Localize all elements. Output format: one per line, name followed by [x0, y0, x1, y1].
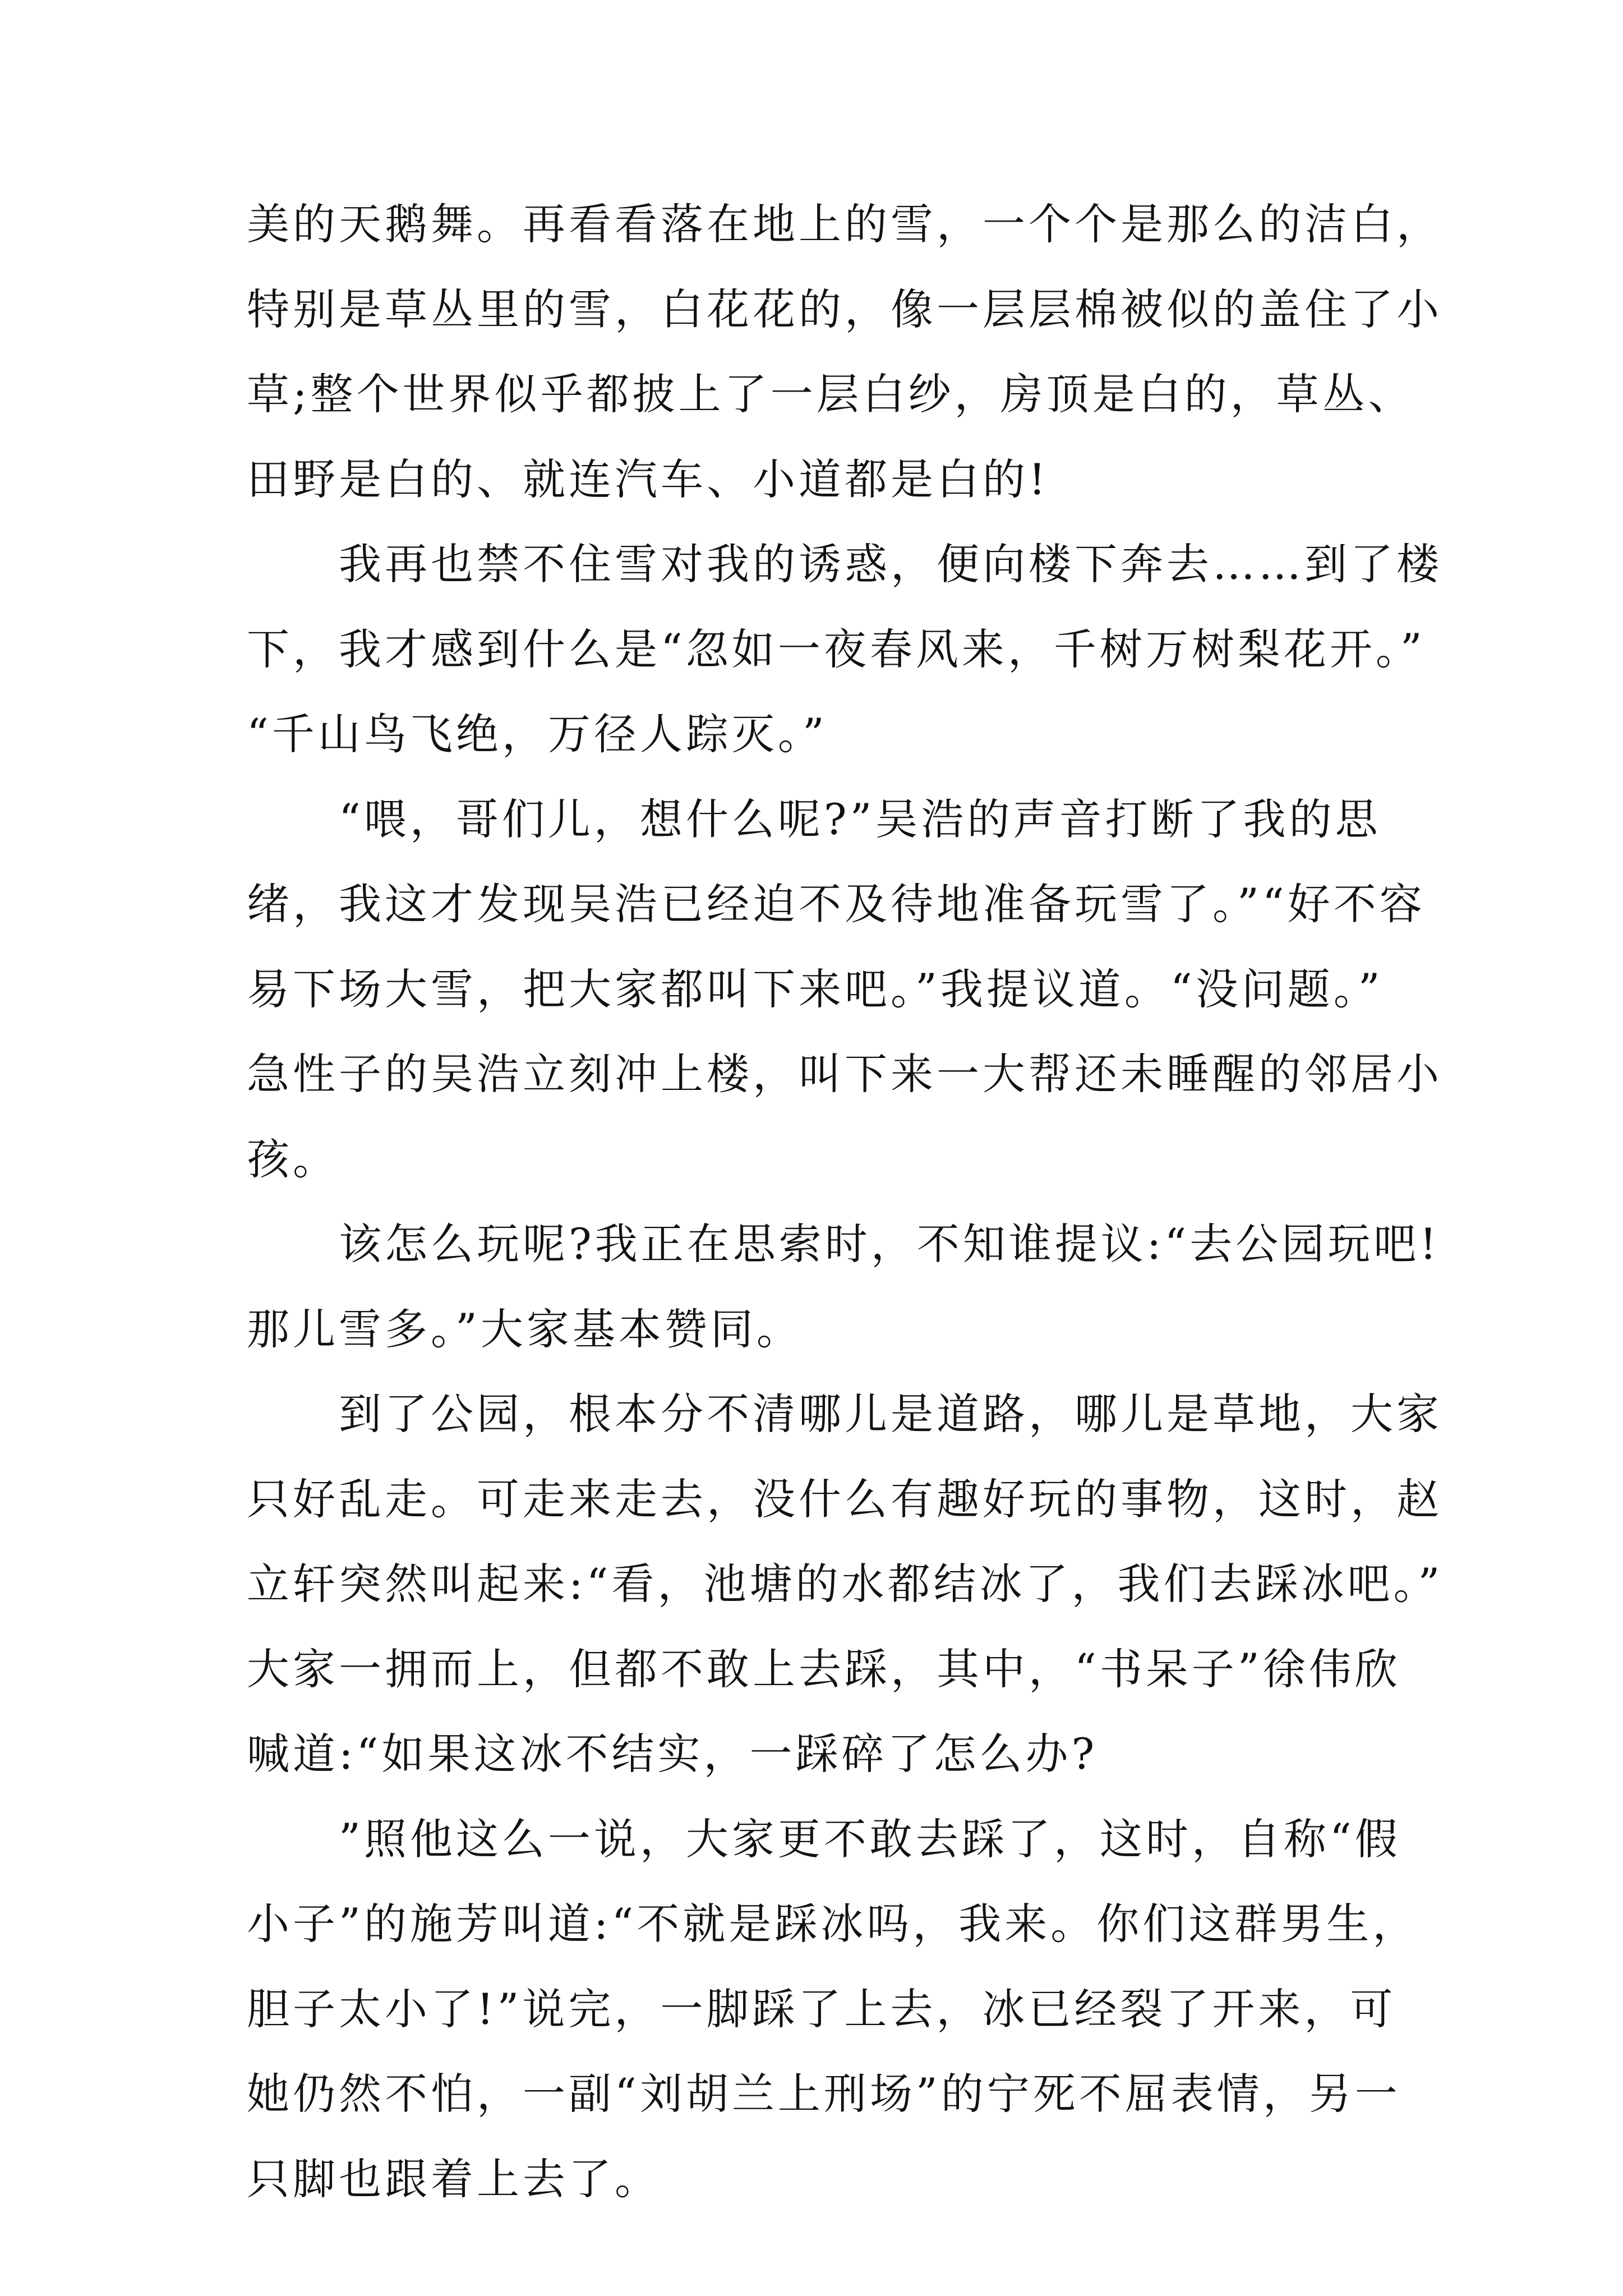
text-line: 田野是白的、就连汽车、小道都是白的!	[247, 454, 1049, 504]
text-line: 下，我才感到什么是“忽如一夜春风来，千树万树梨花开。”	[247, 624, 1426, 674]
text-line: 该怎么玩呢?我正在思索时，不知谁提议:“去公园玩吧!	[247, 1219, 1440, 1269]
text-line: 立轩突然叫起来:“看，池塘的水都结冰了，我们去踩冰吧。”	[247, 1559, 1444, 1609]
text-line: 她仍然不怕，一副“刘胡兰上刑场”的宁死不屈表情，另一	[247, 2069, 1401, 2119]
text-line: “千山鸟飞绝，万径人踪灭。”	[247, 709, 828, 759]
text-line: 美的天鹅舞。再看看落在地上的雪，一个个是那么的洁白，	[247, 199, 1442, 249]
text-line: 胆子太小了!”说完，一脚踩了上去，冰已经裂了开来，可	[247, 1984, 1396, 2034]
text-line: 易下场大雪，把大家都叫下来吧。”我提议道。“没问题。”	[247, 964, 1384, 1014]
text-line: 绪，我这才发现吴浩已经迫不及待地准备玩雪了。”“好不容	[247, 879, 1426, 929]
text-line: “喂，哥们儿，想什么呢?”吴浩的声音打断了我的思	[247, 794, 1381, 844]
text-line: 到了公园，根本分不清哪儿是道路，哪儿是草地，大家	[247, 1389, 1442, 1439]
text-line: 孩。	[247, 1134, 339, 1184]
text-line: 草;整个世界似乎都披上了一层白纱，房顶是白的，草丛、	[247, 369, 1414, 419]
text-line: 小子”的施芳叫道:“不就是踩冰吗，我来。你们这群男生，	[247, 1899, 1419, 1949]
text-line: 喊道:“如果这冰不结实，一踩碎了怎么办?	[247, 1729, 1098, 1779]
text-line: ”照他这么一说，大家更不敢去踩了，这时，自称“假	[247, 1814, 1401, 1864]
text-line: 那儿雪多。”大家基本赞同。	[247, 1304, 803, 1354]
text-line: 我再也禁不住雪对我的诱惑，便向楼下奔去……到了楼	[247, 539, 1442, 589]
text-line: 只脚也跟着上去了。	[247, 2154, 661, 2204]
text-line: 特别是草丛里的雪，白花花的，像一层层棉被似的盖住了小	[247, 284, 1442, 334]
text-line: 大家一拥而上，但都不敢上去踩，其中，“书呆子”徐伟欣	[247, 1644, 1401, 1694]
text-line: 只好乱走。可走来走去，没什么有趣好玩的事物，这时，赵	[247, 1474, 1442, 1524]
text-line: 急性子的吴浩立刻冲上楼，叫下来一大帮还未睡醒的邻居小	[247, 1049, 1442, 1099]
